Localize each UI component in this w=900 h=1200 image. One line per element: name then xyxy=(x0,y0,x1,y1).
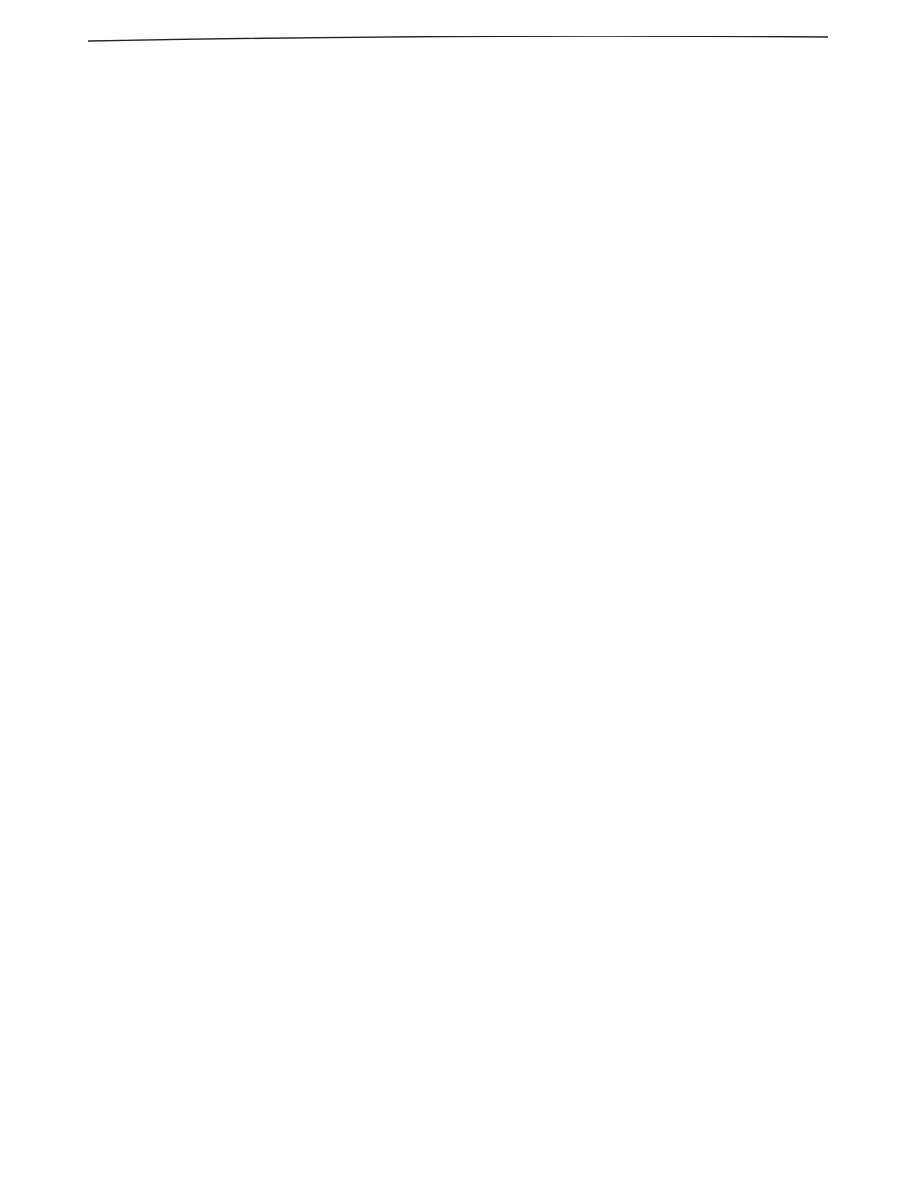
header-rule xyxy=(88,36,828,42)
section-heading xyxy=(96,155,103,179)
